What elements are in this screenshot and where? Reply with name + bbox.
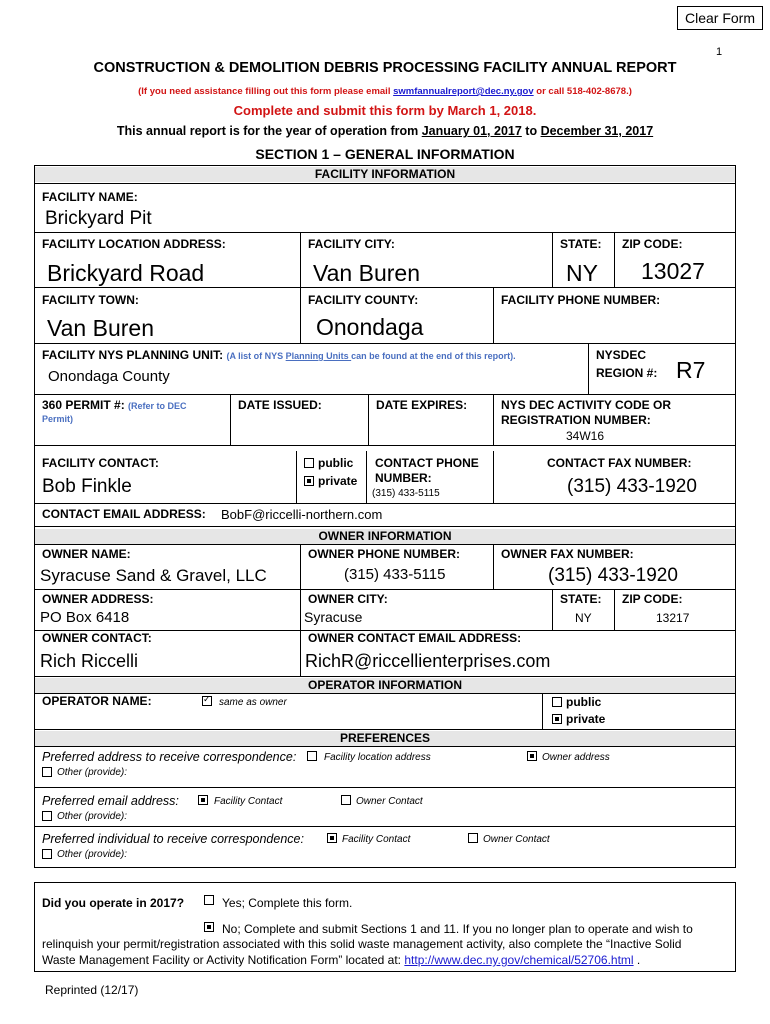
pref-individual-facility-label: Facility Contact [342,834,411,845]
owner-phone-label: OWNER PHONE NUMBER: [308,547,460,561]
activity-code-label-top: NYS DEC ACTIVITY CODE OR [501,398,672,412]
owner-address-value[interactable]: PO Box 6418 [40,609,130,626]
facility-phone-label: FACILITY PHONE NUMBER: [501,293,661,307]
owner-contact-label: OWNER CONTACT: [42,631,152,645]
owner-state-value[interactable]: NY [575,611,592,625]
contact-email-value[interactable]: BobF@riccelli-northern.com [221,507,383,522]
facility-contact-label: FACILITY CONTACT: [42,456,159,470]
clear-form-button[interactable]: Clear Form [677,6,763,30]
deadline: Complete and submit this form by March 1, 2018. [233,103,537,118]
period-end: December 31, 2017 [540,124,654,138]
planning-note-a: (A list of NYS [226,351,286,361]
reprint-date: Reprinted (12/17) [45,983,139,997]
pref-email-other-checkbox[interactable] [42,811,52,821]
facility-zip-label: ZIP CODE: [622,237,683,251]
pref-address-owner-checkbox[interactable] [527,751,537,761]
contact-phone-label-top: CONTACT PHONE [375,456,479,470]
permit-label: 360 PERMIT #: [42,398,125,412]
contact-email-label: CONTACT EMAIL ADDRESS: [42,507,206,521]
owner-contact-value[interactable]: Rich Riccelli [40,651,139,671]
pref-email-owner-checkbox[interactable] [341,795,351,805]
planning-unit-label-row [42,348,516,363]
operate-question: Did you operate in 2017? [42,896,185,910]
operate-no-line3 [42,953,640,967]
operate-no-line1: No; Complete and submit Sections 1 and 11. If you no longer plan to operate and wish to [222,922,693,936]
contact-public-label: public [318,456,354,470]
facility-name-label: FACILITY NAME: [42,190,138,204]
contact-private-checkbox[interactable] [304,476,314,486]
pref-address-facility-checkbox[interactable] [307,751,317,761]
facility-town-label: FACILITY TOWN: [42,293,139,307]
owner-fax-label: OWNER FAX NUMBER: [501,547,634,561]
pref-email-question: Preferred email address: [42,794,179,808]
pref-individual-other-label: Other (provide): [57,849,128,860]
operate-yes-label: Yes; Complete this form. [222,896,353,910]
contact-private-label: private [318,474,358,488]
owner-email-label: OWNER CONTACT EMAIL ADDRESS: [308,631,522,645]
planning-unit-value[interactable]: Onondaga County [48,368,170,385]
date-expires-label: DATE EXPIRES: [376,398,468,412]
pref-individual-question: Preferred individual to receive correspondence: [42,832,304,846]
contact-fax-value[interactable]: (315) 433-1920 [567,476,697,497]
owner-city-value[interactable]: Syracuse [304,609,363,625]
pref-individual-other-checkbox[interactable] [42,849,52,859]
owner-name-value[interactable]: Syracuse Sand & Gravel, LLC [40,566,267,585]
operator-public-checkbox[interactable] [552,697,562,707]
permit-note-a: (Refer to DEC [128,401,187,411]
facility-county-label: FACILITY COUNTY: [308,293,419,307]
period-start: January 01, 2017 [421,124,522,138]
planning-note-b: can be found at the end of this report). [351,351,516,361]
pref-email-facility-label: Facility Contact [214,796,283,807]
facility-zip-value[interactable]: 13027 [641,258,705,284]
pref-address-other-checkbox[interactable] [42,767,52,777]
owner-zip-label: ZIP CODE: [622,592,683,606]
operator-private-checkbox[interactable] [552,714,562,724]
permit-note-b: Permit) [42,414,74,424]
pref-address-facility-label: Facility location address [324,752,431,763]
contact-fax-label: CONTACT FAX NUMBER: [547,456,692,470]
permit-row [42,398,187,413]
owner-band: OWNER INFORMATION [35,529,735,544]
pref-address-owner-label: Owner address [542,752,610,763]
facility-name-value[interactable]: Brickyard Pit [45,208,152,229]
assist-suffix: or call 518-402-8678.) [533,86,632,97]
region-label-bottom: REGION #: [596,366,658,380]
pref-individual-owner-label: Owner Contact [483,834,550,845]
contact-public-checkbox[interactable] [304,458,314,468]
operate-yes-checkbox[interactable] [204,895,214,905]
facility-state-value[interactable]: NY [566,260,598,286]
preferences-band: PREFERENCES [35,731,735,746]
pref-individual-facility-checkbox[interactable] [327,833,337,843]
facility-state-label: STATE: [560,237,602,251]
date-issued-label: DATE ISSUED: [238,398,322,412]
period-prefix: This annual report is for the year of operation from [116,124,422,138]
region-label-top: NYSDEC [596,348,647,362]
owner-phone-value[interactable]: (315) 433-5115 [344,566,446,583]
pref-address-other-label: Other (provide): [57,767,128,778]
region-value[interactable]: R7 [676,357,706,383]
same-as-owner-checkbox[interactable] [202,696,212,706]
section-title: SECTION 1 – GENERAL INFORMATION [255,146,515,162]
assist-prefix: (If you need assistance filling out this form please email [138,86,394,97]
facility-contact-value[interactable]: Bob Finkle [42,476,132,497]
inactive-form-link[interactable]: http://www.dec.ny.gov/chemical/52706.html [404,953,634,967]
facility-town-value[interactable]: Van Buren [47,315,154,341]
pref-address-question: Preferred address to receive correspondence: [42,750,297,764]
operate-no-line3-end: . [633,953,641,967]
owner-city-label: OWNER CITY: [308,592,388,606]
facility-city-value[interactable]: Van Buren [313,260,420,286]
same-as-owner-label: same as owner [219,697,287,708]
form-title: CONSTRUCTION & DEMOLITION DEBRIS PROCESSING FACILITY ANNUAL REPORT [93,60,677,76]
facility-band: FACILITY INFORMATION [35,167,735,182]
planning-unit-label: FACILITY NYS PLANNING UNIT: [42,348,224,362]
facility-address-value[interactable]: Brickyard Road [47,260,205,286]
pref-individual-owner-checkbox[interactable] [468,833,478,843]
operator-public-label: public [566,695,602,709]
operation-period [40,124,730,138]
owner-name-label: OWNER NAME: [42,547,131,561]
operator-band: OPERATOR INFORMATION [35,678,735,693]
activity-code-value[interactable]: 34W16 [566,429,605,443]
assist-email-link[interactable]: swmfannualreport@dec.ny.gov [393,86,534,97]
page-number: 1 [716,46,723,58]
activity-code-label-bottom: REGISTRATION NUMBER: [501,413,651,427]
facility-address-label: FACILITY LOCATION ADDRESS: [42,237,226,251]
operator-private-label: private [566,712,606,726]
period-mid: to [521,124,541,138]
pref-email-other-label: Other (provide): [57,811,128,822]
operator-name-label: OPERATOR NAME: [42,694,152,708]
facility-county-value[interactable]: Onondaga [316,314,424,340]
assistance-note [40,86,730,97]
owner-state-label: STATE: [560,592,602,606]
operate-no-checkbox[interactable] [204,922,214,932]
facility-city-label: FACILITY CITY: [308,237,395,251]
owner-address-label: OWNER ADDRESS: [42,592,154,606]
operate-no-line2: relinquish your permit/registration associated with this solid waste management activity, also complete the “Inactive Solid [42,937,682,951]
operate-no-line3-text: Waste Management Facility or Activity Notification Form” located at: [42,953,405,967]
pref-email-owner-label: Owner Contact [356,796,423,807]
owner-zip-value[interactable]: 13217 [656,611,690,625]
contact-phone-label-bottom: NUMBER: [375,471,432,485]
owner-fax-value[interactable]: (315) 433-1920 [548,565,678,586]
planning-units-link[interactable]: Planning Units [285,351,352,361]
owner-email-value[interactable]: RichR@riccellienterprises.com [305,651,551,671]
pref-email-facility-checkbox[interactable] [198,795,208,805]
contact-phone-value[interactable]: (315) 433-5115 [372,488,440,499]
